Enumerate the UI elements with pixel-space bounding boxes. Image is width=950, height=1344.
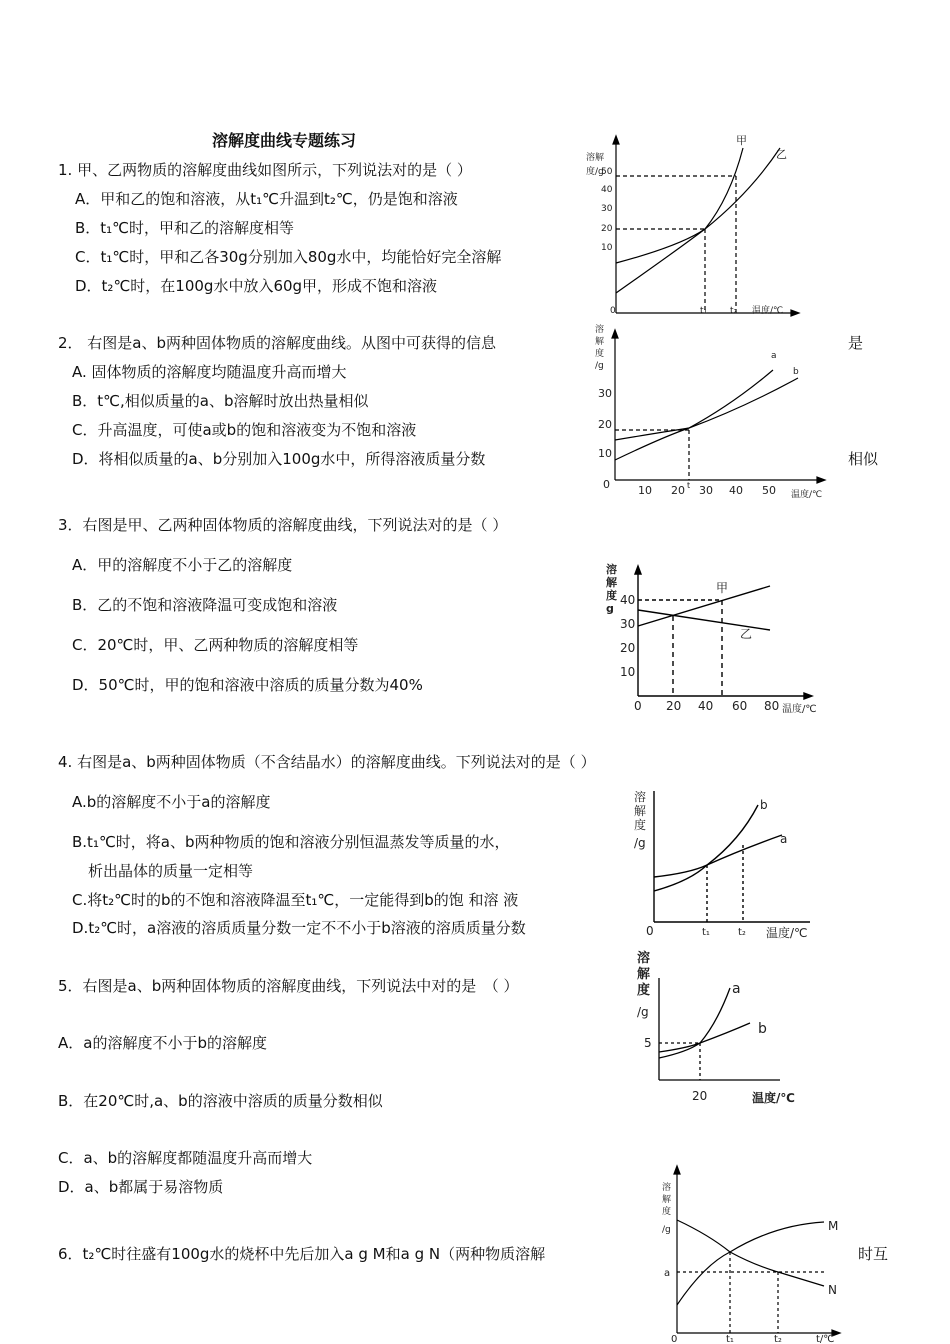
q2-option-c: C．升高温度，可使a或b的饱和溶液变为不饱和溶液 bbox=[72, 421, 417, 439]
curve-a-label: a bbox=[732, 981, 741, 997]
ytick-10: 10 bbox=[620, 665, 636, 679]
q3-stem: 3．右图是甲、乙两种固体物质的溶解度曲线，下列说法对的是（ ） bbox=[58, 516, 508, 534]
y-label-1: 溶 bbox=[634, 790, 647, 804]
q3-option-b: B．乙的不饱和溶液降温可变成饱和溶液 bbox=[72, 596, 338, 614]
y-label-2: 度/g bbox=[586, 167, 604, 177]
q5-option-c: C．a、b的溶解度都随温度升高而增大 bbox=[58, 1149, 313, 1167]
tick-20: 20 bbox=[601, 224, 613, 234]
y-label-3: 度 bbox=[634, 818, 647, 832]
figure-5-solubility-curve bbox=[632, 948, 812, 1108]
xtick-40: 40 bbox=[729, 484, 743, 497]
y-label-2: 解 bbox=[595, 337, 605, 347]
y-label-1: 溶解 bbox=[586, 153, 605, 163]
t1-label: t₁ bbox=[726, 1334, 734, 1344]
figure-2-solubility-curve bbox=[593, 322, 843, 500]
x-axis-label: 温度/℃ bbox=[766, 926, 808, 940]
q5-option-a: A．a的溶解度不小于b的溶解度 bbox=[58, 1034, 267, 1052]
y-label-4: /g bbox=[662, 1225, 671, 1235]
q6-stem: 6．t₂℃时往盛有100g水的烧杯中先后加入a g M和a g N（两种物质溶解 bbox=[58, 1245, 546, 1263]
t-label: t bbox=[687, 481, 691, 490]
xtick-80: 80 bbox=[764, 699, 780, 713]
figure-4-solubility-curve bbox=[630, 785, 830, 945]
q2-option-a: A. 固体物质的溶解度均随温度升高而增大 bbox=[72, 363, 347, 381]
q6-stem-end: 时互 bbox=[858, 1245, 889, 1263]
q4-stem: 4. 右图是a、b两种固体物质（不含结晶水）的溶解度曲线。下列说法对的是（ ） bbox=[58, 753, 596, 771]
q1-option-b: B．t₁℃时，甲和乙的溶解度相等 bbox=[75, 219, 295, 237]
x-axis-label: t/℃ bbox=[816, 1334, 835, 1344]
q4-option-b-cont: 析出晶体的质量一定相等 bbox=[88, 862, 254, 880]
ytick-20: 20 bbox=[598, 418, 612, 431]
q1-option-a: A．甲和乙的饱和溶液，从t₁℃升温到t₂℃，仍是饱和溶液 bbox=[75, 190, 458, 208]
tick-30: 30 bbox=[601, 204, 613, 214]
ytick-40: 40 bbox=[620, 593, 636, 607]
q2-stem: 2． 右图是a、b两种固体物质的溶解度曲线。从图中可获得的信息 bbox=[58, 334, 497, 352]
curve-b bbox=[615, 378, 798, 440]
q4-option-c: C.将t₂℃时的b的不饱和溶液降温至t₁℃，一定能得到b的饱 和溶 液 bbox=[72, 891, 519, 909]
t2-label: t₂ bbox=[730, 306, 738, 316]
y-label-4: g bbox=[606, 602, 614, 615]
q5-stem: 5．右图是a、b两种固体物质的溶解度曲线，下列说法中对的是 （ ） bbox=[58, 977, 519, 995]
t2-label: t₂ bbox=[738, 927, 746, 938]
figure-1-solubility-curve bbox=[580, 128, 810, 320]
y-label-2: 解 bbox=[606, 576, 617, 589]
x-axis-label: 温度/℃ bbox=[791, 490, 823, 500]
curve-b-label: b bbox=[793, 367, 799, 377]
y-label-3: 度 bbox=[606, 589, 617, 602]
y-label-1: 溶 bbox=[595, 325, 605, 335]
q2-stem-end: 是 bbox=[848, 334, 864, 352]
curve-m bbox=[677, 1222, 824, 1305]
xtick-20: 20 bbox=[666, 699, 682, 713]
y-label-2: 解 bbox=[662, 1195, 672, 1205]
curve-a-label: a bbox=[780, 832, 788, 846]
q4-option-a: A.b的溶解度不小于a的溶解度 bbox=[72, 793, 271, 811]
q4-option-d: D.t₂℃时，a溶液的溶质质量分数一定不不小于b溶液的溶质质量分数 bbox=[72, 919, 526, 937]
ytick-30: 30 bbox=[620, 617, 636, 631]
q3-option-a: A．甲的溶解度不小于乙的溶解度 bbox=[72, 556, 293, 574]
origin: 0 bbox=[671, 1334, 678, 1344]
curve-a bbox=[659, 988, 730, 1058]
x-axis-label: 温度/℃ bbox=[752, 306, 784, 316]
xtick-20: 20 bbox=[692, 1089, 708, 1103]
x-axis-label: 温度/℃ bbox=[782, 704, 817, 715]
q4-option-b: B.t₁℃时，将a、b两种物质的饱和溶液分别恒温蒸发等质量的水， bbox=[72, 833, 510, 851]
tick-50: 50 bbox=[601, 167, 613, 177]
ytick-a: a bbox=[664, 1268, 671, 1279]
origin: 0 bbox=[646, 924, 654, 938]
tick-10: 10 bbox=[601, 243, 613, 253]
y-label-4: /g bbox=[634, 836, 646, 850]
y-label-1: 溶 bbox=[606, 563, 617, 576]
y-label-1: 溶 bbox=[637, 951, 651, 966]
q1-option-c: C．t₁℃时，甲和乙各30g分别加入80g水中，均能恰好完全溶解 bbox=[75, 248, 502, 266]
x-axis-label: 温度/℃ bbox=[752, 1091, 795, 1105]
xtick-60: 60 bbox=[732, 699, 748, 713]
ytick-0: 0 bbox=[603, 478, 610, 491]
curve-yi bbox=[616, 148, 780, 263]
curve-n-label: N bbox=[828, 1283, 837, 1297]
curve-b-label: b bbox=[760, 798, 768, 812]
ytick-10: 10 bbox=[598, 447, 612, 460]
t1-label: t₁ bbox=[700, 306, 708, 316]
y-label-3: 度 bbox=[637, 983, 651, 998]
xtick-0: 0 bbox=[634, 699, 642, 713]
y-label-1: 溶 bbox=[662, 1183, 672, 1193]
xtick-30: 30 bbox=[699, 484, 713, 497]
y-label-4: /g bbox=[637, 1005, 649, 1019]
curve-a-label: a bbox=[771, 351, 777, 361]
xtick-50: 50 bbox=[762, 484, 776, 497]
curve-yi-label: 乙 bbox=[776, 148, 787, 161]
curve-m-label: M bbox=[828, 1219, 839, 1233]
t2-label: t₂ bbox=[774, 1334, 782, 1344]
q1-stem: 1. 甲、乙两物质的溶解度曲线如图所示，下列说法对的是（ ） bbox=[58, 161, 472, 179]
q2-option-b: B．t℃,相似质量的a、b溶解时放出热量相似 bbox=[72, 392, 369, 410]
curve-jia bbox=[616, 148, 743, 293]
origin: 0 bbox=[610, 306, 616, 316]
curve-jia-label: 甲 bbox=[736, 134, 747, 147]
q1-option-d: D．t₂℃时，在100g水中放入60g甲，形成不饱和溶液 bbox=[75, 277, 438, 295]
curve-jia-label: 甲 bbox=[716, 581, 729, 595]
y-label-2: 解 bbox=[637, 967, 651, 982]
curve-yi-label: 乙 bbox=[740, 627, 753, 641]
t1-label: t₁ bbox=[702, 927, 710, 938]
xtick-10: 10 bbox=[638, 484, 652, 497]
xtick-40: 40 bbox=[698, 699, 714, 713]
y-label-3: 度 bbox=[662, 1207, 672, 1217]
curve-b-label: b bbox=[758, 1021, 767, 1037]
figure-6-solubility-curve bbox=[654, 1160, 854, 1344]
xtick-20: 20 bbox=[671, 484, 685, 497]
q2-option-d-end: 相似 bbox=[848, 450, 879, 468]
q5-option-d: D．a、b都属于易溶物质 bbox=[58, 1178, 224, 1196]
page-title: 溶解度曲线专题练习 bbox=[212, 131, 357, 150]
curve-a bbox=[615, 370, 773, 460]
figure-3-solubility-curve bbox=[600, 560, 830, 718]
ytick-20: 20 bbox=[620, 641, 636, 655]
ytick-5: 5 bbox=[644, 1036, 652, 1050]
y-label-4: /g bbox=[595, 361, 604, 371]
q3-option-c: C．20℃时，甲、乙两种物质的溶解度相等 bbox=[72, 636, 359, 654]
tick-40: 40 bbox=[601, 185, 613, 195]
y-label-3: 度 bbox=[595, 349, 605, 359]
q2-option-d: D．将相似质量的a、b分别加入100g水中，所得溶液质量分数 bbox=[72, 450, 486, 468]
ytick-30: 30 bbox=[598, 387, 612, 400]
q3-option-d: D．50℃时，甲的饱和溶液中溶质的质量分数为40% bbox=[72, 676, 423, 694]
q5-option-b: B．在20℃时,a、b的溶液中溶质的质量分数相似 bbox=[58, 1092, 383, 1110]
y-label-2: 解 bbox=[634, 804, 647, 818]
